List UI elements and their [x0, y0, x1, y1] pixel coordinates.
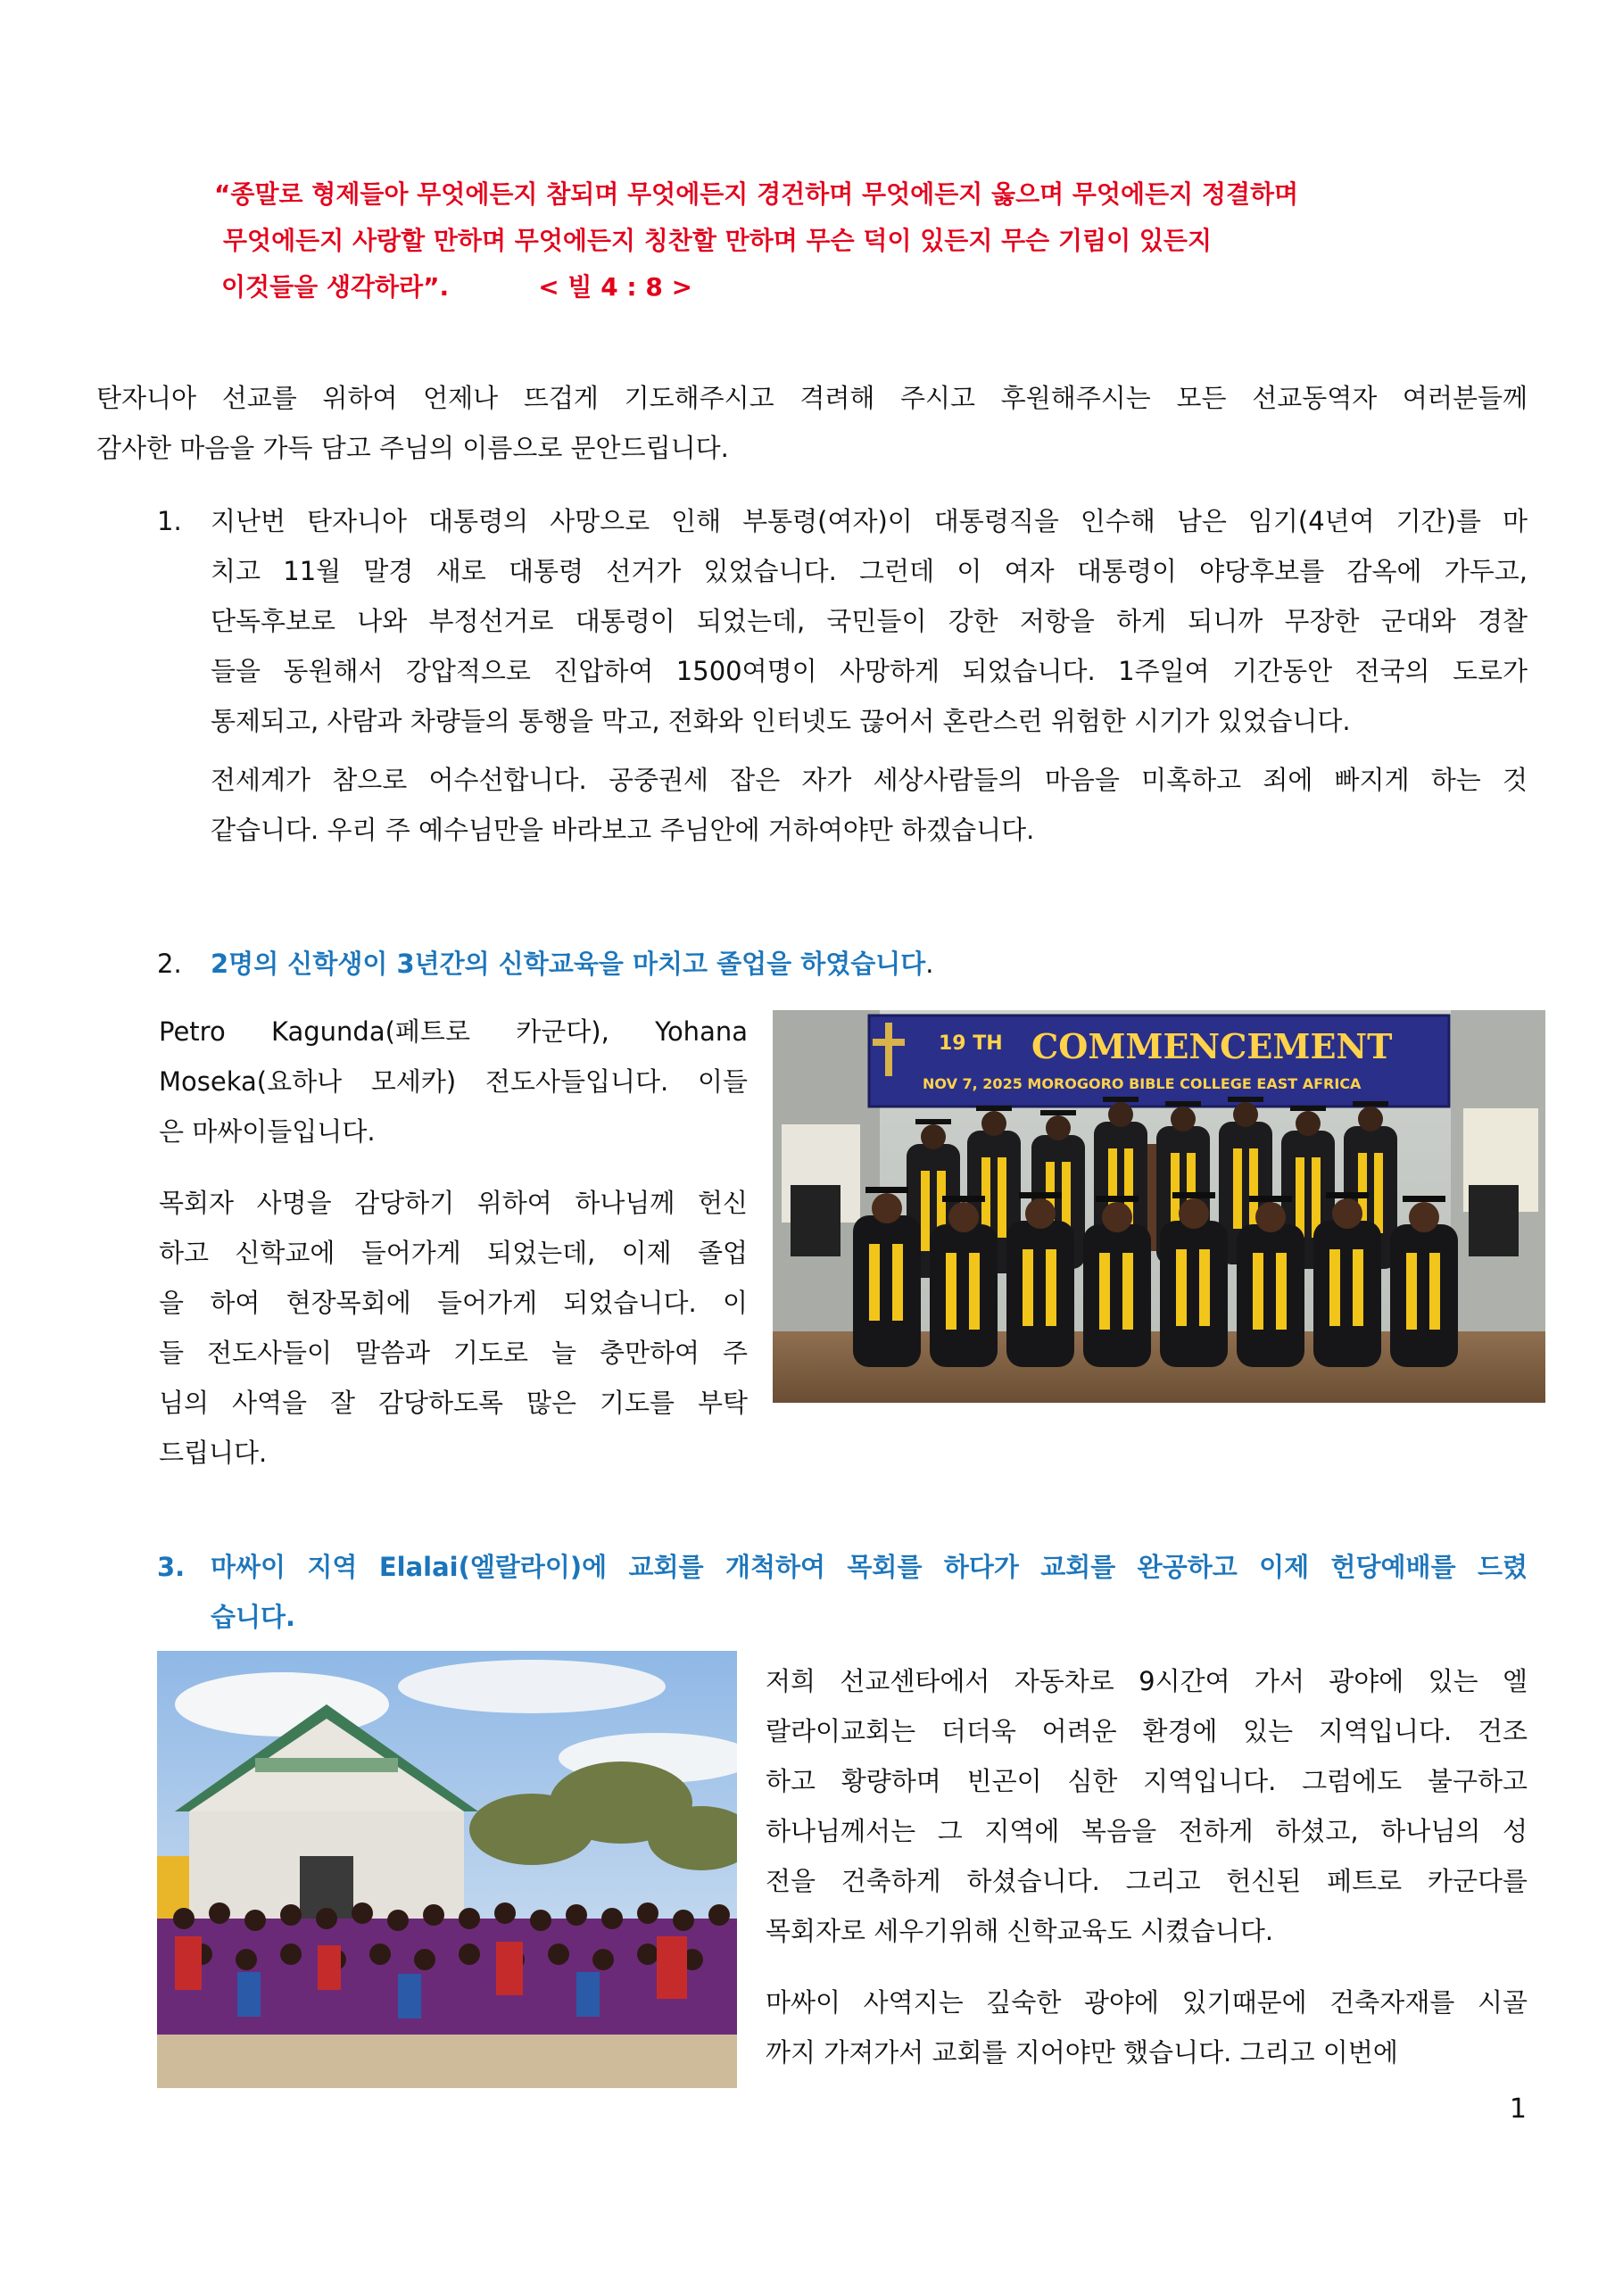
section-1-paragraph-1 — [211, 496, 1528, 746]
intro-line-1: 탄자니아 선교를 위하여 언제나 뜨겁게 기도해주시고 격려해 주시고 후원해주시는 모든 선교동역자 여러분들께 — [96, 383, 1528, 413]
s1-line: 지난번 탄자니아 대통령의 사망으로 인해 부통령(여자)이 대통령직을 인수해 남은 임기(4년여 기간)를 마 — [211, 506, 1528, 536]
section-3-paragraph-2 — [766, 1977, 1528, 2077]
s2p2-line: 을 하여 현장목회에 들어가게 되었습니다. 이 — [159, 1288, 748, 1318]
s3p1-line: 목회자로 세우기위해 신학교육도 시켰습니다. — [766, 1916, 1274, 1946]
church-photo — [157, 1651, 737, 2088]
verse-line-2: 무엇에든지 사랑할 만하며 무엇에든지 칭찬할 만하며 무슨 덕이 있든지 무슨 기림이 있든지 — [223, 226, 1213, 255]
section-3-paragraph-1 — [766, 1656, 1528, 1956]
s2p1-line: Moseka(요하나 모세카) 전도사들입니다. 이들 — [159, 1066, 748, 1097]
section-2-heading — [211, 939, 934, 989]
bible-verse — [214, 171, 1535, 311]
section-2-heading-period: . — [925, 949, 934, 979]
s2p2-line: 하고 신학교에 들어가게 되었는데, 이제 졸업 — [159, 1238, 748, 1268]
graduation-photo-illustration — [773, 1010, 1545, 1403]
s3p1-line: 전을 건축하게 하셨습니다. 그리고 헌신된 페트로 카군다를 — [766, 1866, 1528, 1896]
s1-line: 치고 11월 말경 새로 대통령 선거가 있었습니다. 그런데 이 여자 대통령이 야당후보를 감옥에 가두고, — [211, 556, 1528, 586]
s2p2-line: 들 전도사들이 말씀과 기도로 늘 충만하여 주 — [159, 1338, 748, 1368]
church-photo-illustration — [157, 1651, 737, 2088]
s1-line: 들을 동원해서 강압적으로 진압하여 1500여명이 사망하게 되었습니다. 1주일여 기간동안 전국의 도로가 — [211, 656, 1528, 686]
s3p1-line: 하나님께서는 그 지역에 복음을 전하게 하셨고, 하나님의 성 — [766, 1816, 1528, 1846]
s3p1-line: 저희 선교센타에서 자동차로 9시간여 가서 광야에 있는 엘 — [766, 1666, 1528, 1696]
section-3-number: 3. — [157, 1552, 186, 1582]
s1p2-line: 전세계가 참으로 어수선합니다. 공중권세 잡은 자가 세상사람들의 마음을 미혹하고 죄에 빠지게 하는 것 — [211, 765, 1528, 795]
section-1-number: 1. — [157, 506, 182, 536]
page-number: 1 — [1509, 2093, 1527, 2125]
section-2-paragraph-2 — [159, 1178, 748, 1478]
banner-th: 19 TH — [939, 1032, 1003, 1055]
s1-line: 통제되고, 사람과 차량들의 통행을 막고, 전화와 인터넷도 끊어서 혼란스런 위험한 시기가 있었습니다. — [211, 706, 1351, 736]
verse-line-3 — [214, 264, 1535, 311]
verse-reference: < 빌 4 : 8 > — [538, 272, 693, 302]
intro-line-2: 감사한 마음을 가득 담고 주님의 이름으로 문안드립니다. — [96, 433, 729, 463]
s3p1-line: 하고 황량하며 빈곤이 심한 지역입니다. 그럼에도 불구하고 — [766, 1766, 1528, 1796]
s1p2-line: 같습니다. 우리 주 예수님만을 바라보고 주님안에 거하여야만 하겠습니다. — [211, 815, 1035, 845]
s2p1-line: Petro Kagunda(페트로 카군다), Yohana — [159, 1016, 748, 1047]
verse-line-1: “종말로 형제들아 무엇에든지 참되며 무엇에든지 경건하며 무엇에든지 옳으며 무엇에든지 정결하며 — [214, 179, 1299, 209]
section-2-heading-text: 2명의 신학생이 3년간의 신학교육을 마치고 졸업을 하였습니다 — [211, 949, 926, 979]
s2p2-line: 목회자 사명을 감당하기 위하여 하나님께 헌신 — [159, 1188, 748, 1218]
banner-subtitle: NOV 7, 2025 MOROGORO BIBLE COLLEGE EAST AFRICA — [923, 1075, 1362, 1092]
banner-title: COMMENCEMENT — [1031, 1026, 1393, 1066]
section-3-heading-line-1: 마싸이 지역 Elalai(엘랄라이)에 교회를 개척하여 목회를 하다가 교회를 완공하고 이제 헌당예배를 드렸 — [211, 1552, 1528, 1582]
section-3-heading-line-2: 습니다. — [211, 1602, 296, 1632]
s2p1-line: 은 마싸이들입니다. — [159, 1116, 376, 1147]
verse-text-end: 이것들을 생각하라”. — [221, 272, 450, 302]
section-1-paragraph-2 — [211, 755, 1528, 855]
s1-line: 단독후보로 나와 부정선거로 대통령이 되었는데, 국민들이 강한 저항을 하게 되니까 무장한 군대와 경찰 — [211, 606, 1528, 636]
section-2-number: 2. — [157, 949, 182, 979]
section-2-paragraph-1 — [159, 1007, 748, 1156]
s3p1-line: 랄라이교회는 더더욱 어려운 환경에 있는 지역입니다. 건조 — [766, 1716, 1528, 1746]
s2p2-line: 드립니다. — [159, 1438, 268, 1468]
s3p2-line: 까지 가져가서 교회를 지어야만 했습니다. 그리고 이번에 — [766, 2037, 1398, 2068]
s3p2-line: 마싸이 사역지는 깊숙한 광야에 있기때문에 건축자재를 시골 — [766, 1987, 1528, 2018]
graduation-photo — [773, 1010, 1545, 1403]
s2p2-line: 님의 사역을 잘 감당하도록 많은 기도를 부탁 — [159, 1388, 748, 1418]
